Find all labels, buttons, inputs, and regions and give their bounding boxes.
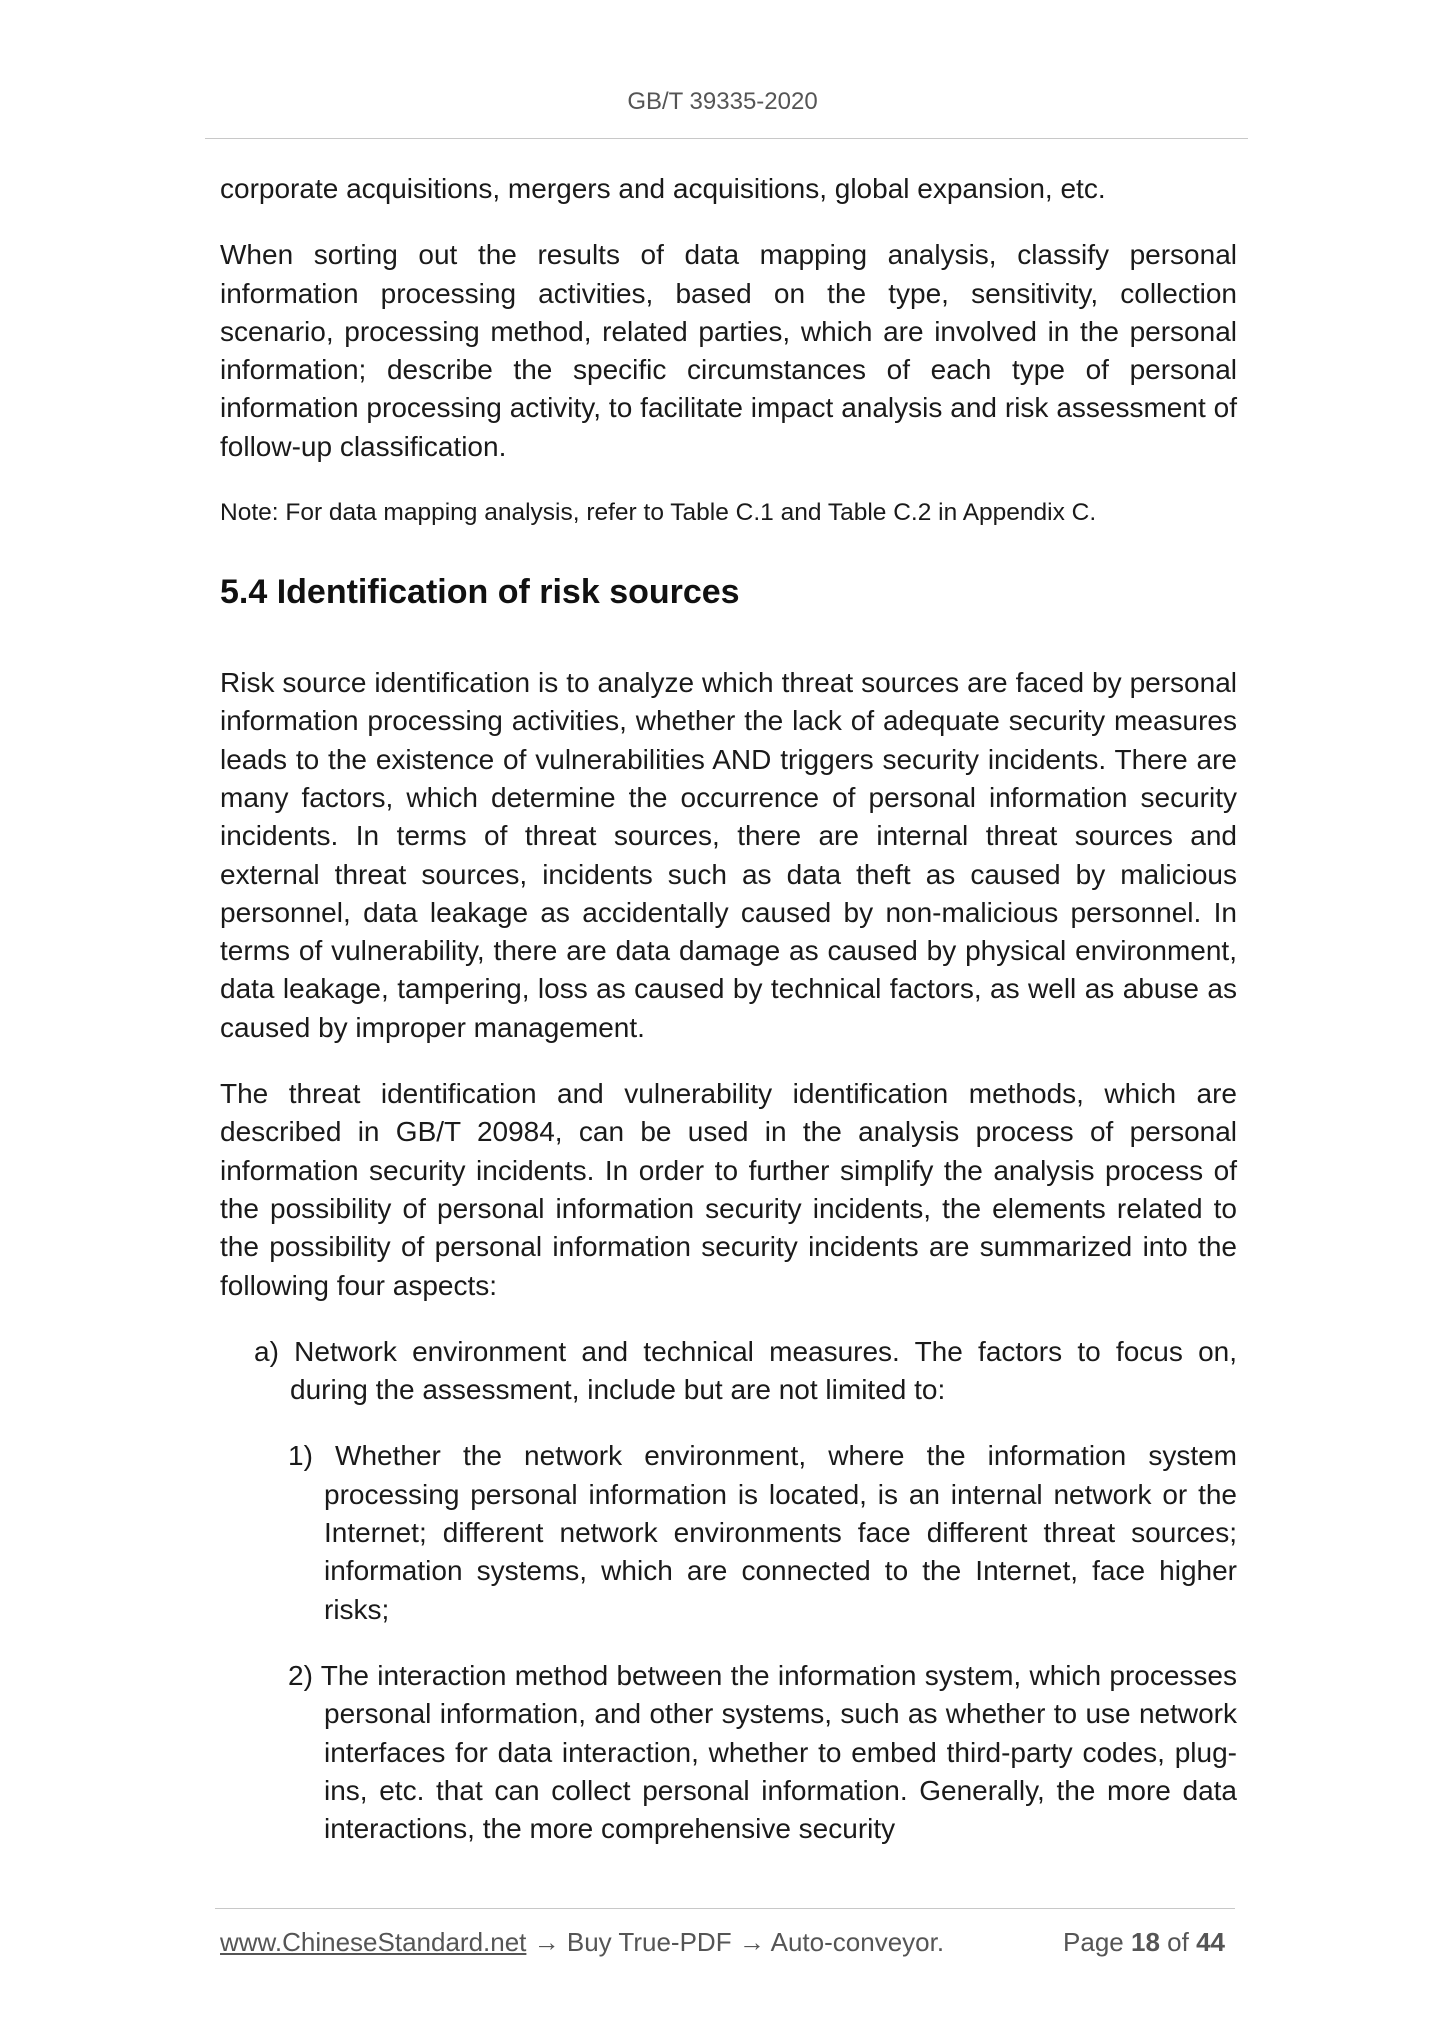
section-heading: 5.4 Identification of risk sources <box>220 573 740 612</box>
list-item-a <box>254 1333 1237 1410</box>
auto-conveyor-text: Auto-conveyor. <box>770 1927 945 1957</box>
paragraph-continuation: corporate acquisitions, mergers and acquisitions, global expansion, etc. <box>220 173 1106 204</box>
list-item-1 <box>288 1437 1237 1628</box>
buy-true-pdf-text: Buy True-PDF <box>566 1927 732 1957</box>
page-number <box>1063 1924 1225 1960</box>
page-label: Page <box>1063 1927 1124 1957</box>
list-item-2-label: 2) <box>288 1659 313 1691</box>
header-divider <box>205 138 1248 139</box>
list-item-2-text: The interaction method between the information system, which processes personal information, and other systems, such as whether to use network interfaces for data interaction, whether to embed third-party codes, plug-ins, etc. that can collect personal information. Generally, the more data interactions, the more comprehensive security <box>320 1659 1237 1845</box>
page-header-title: GB/T 39335-2020 <box>627 88 818 115</box>
list-item-a-text: Network environment and technical measures. The factors to focus on, during the assessment, include but are not limited to: <box>290 1335 1238 1406</box>
website-link[interactable]: www.ChineseStandard.net <box>220 1927 527 1957</box>
page-content <box>220 170 1237 1876</box>
footer-divider <box>215 1908 1235 1909</box>
paragraph-data-mapping: When sorting out the results of data mapping analysis, classify personal information processing activities, based on the type, sensitivity, collection scenario, processing method, related parties, which are involved in the personal information; describe the specific circumstances of each type of personal information processing activity, to facilitate impact analysis and risk assessment of follow-up classification. <box>220 239 1237 462</box>
page-total: 44 <box>1196 1927 1225 1957</box>
paragraph-threat-identification: The threat identification and vulnerability identification methods, which are described in GB/T 20984, can be used in the analysis process of personal information security incidents. In order to further simplify the analysis process of the possibility of personal information security incidents, the elements related to the possibility of personal information security incidents are summarized into the following four aspects: <box>220 1078 1237 1301</box>
page-footer <box>220 1924 1237 1960</box>
list-item-1-text: Whether the network environment, where the information system processing personal information is located, is an internal network or the Internet; different network environments face different threat sources; information systems, which are connected to the Internet, face higher risks; <box>324 1440 1237 1625</box>
paragraph-risk-source: Risk source identification is to analyze which threat sources are faced by personal information processing activities, whether the lack of adequate security measures leads to the existence of vulnerabilities AND triggers security incidents. There are many factors, which determine the occurrence of personal information security incidents. In terms of threat sources, there are internal threat sources and external threat sources, incidents such as data theft as caused by malicious personnel, data leakage as accidentally caused by non-malicious personnel. In terms of vulnerability, there are data damage as caused by physical environment, data leakage, tampering, loss as caused by technical factors, as well as abuse as caused by improper management. <box>220 667 1237 1043</box>
list-item-a-label: a) <box>254 1335 279 1367</box>
list-item-1-label: 1) <box>288 1440 313 1472</box>
note-text: Note: For data mapping analysis, refer to Table C.1 and Table C.2 in Appendix C. <box>220 499 1097 527</box>
list-item-2 <box>288 1657 1237 1848</box>
arrow-right-icon: → <box>738 1927 765 1957</box>
of-label: of <box>1167 1927 1189 1957</box>
arrow-right-icon: → <box>533 1927 560 1957</box>
page-current: 18 <box>1131 1927 1160 1957</box>
